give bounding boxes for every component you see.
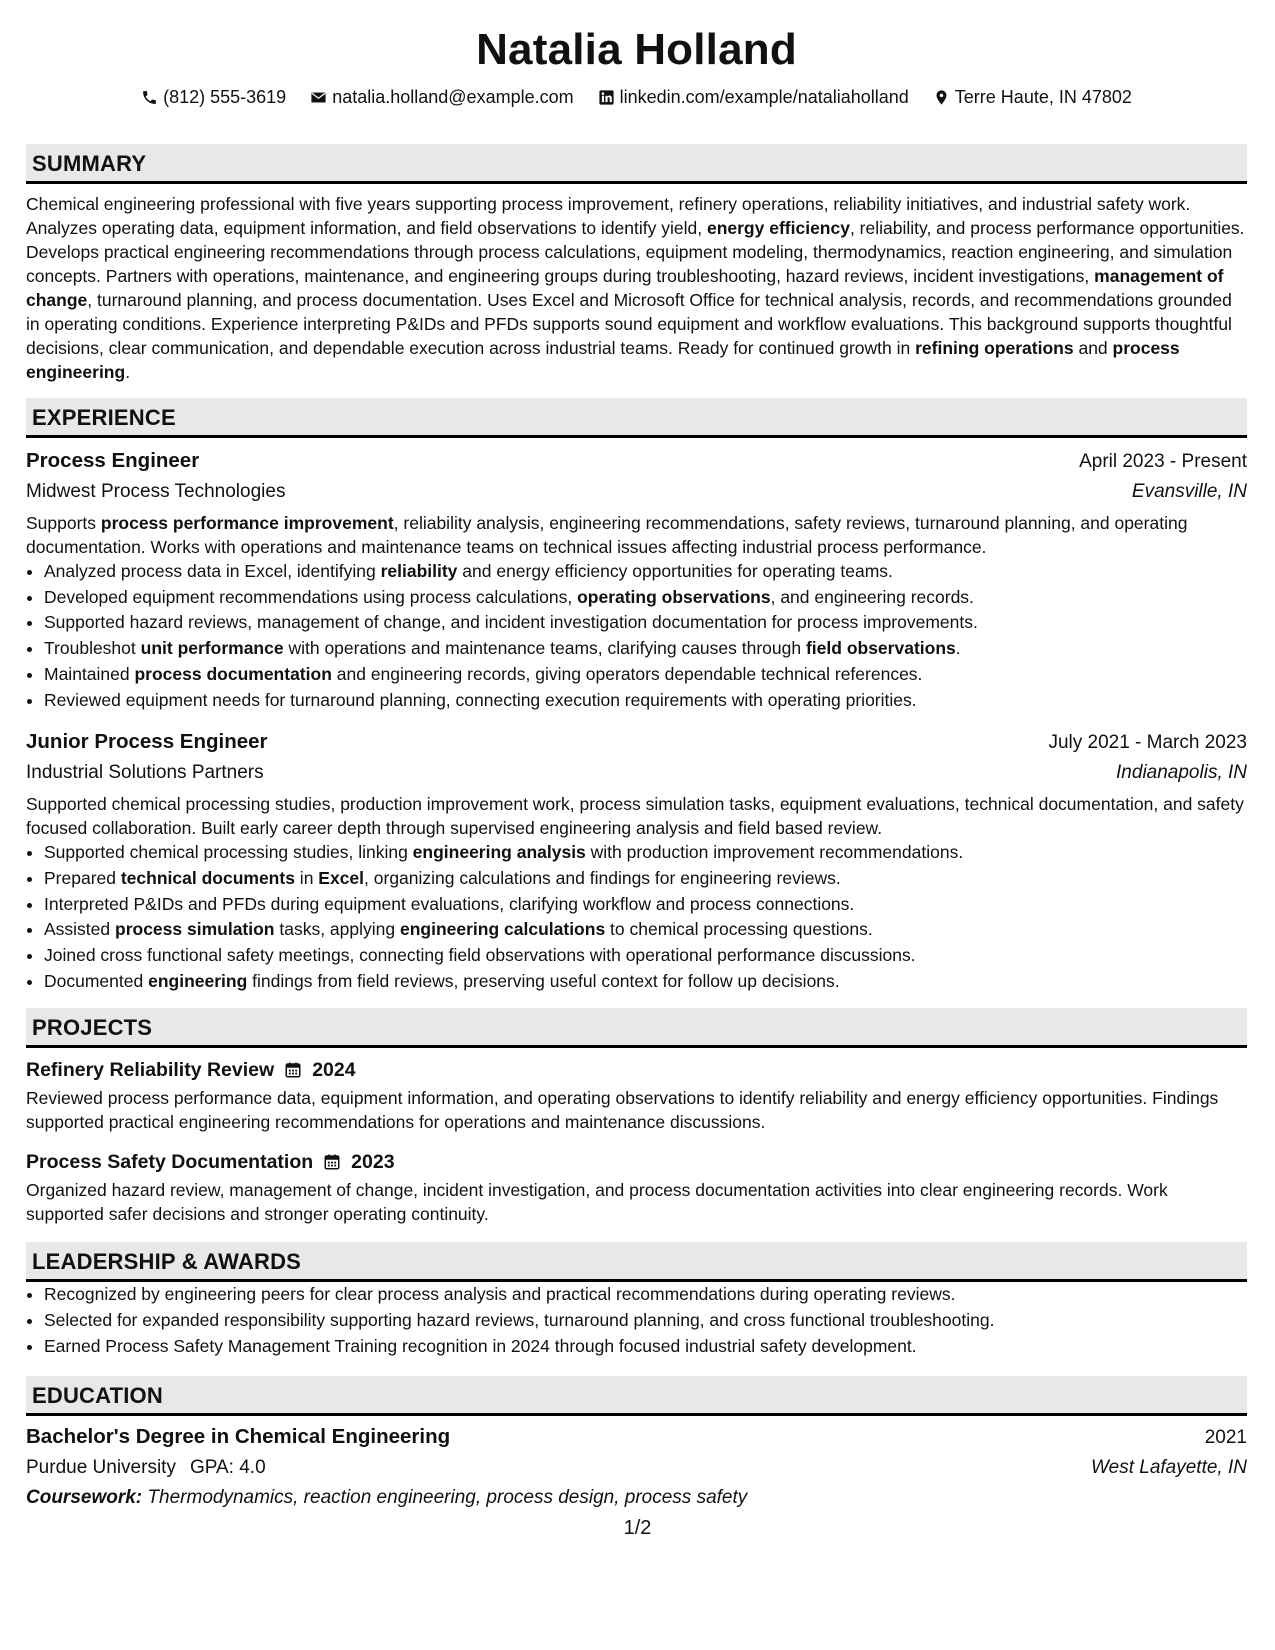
text-run: Documented: [44, 970, 149, 991]
project-description: Organized hazard review, management of change, incident investigation, and process documentation activities into clear engineering records. Work supported safer decisions and stronger operating continuity.: [26, 1180, 1168, 1225]
list-item: [44, 559, 1247, 585]
email-text[interactable]: natalia.holland@example.com: [332, 87, 574, 107]
text-run: tasks, applying: [274, 919, 400, 940]
list-item: [44, 662, 1247, 688]
list-item: [44, 943, 1247, 969]
coursework-label: Coursework:: [26, 1486, 143, 1508]
text-run: and engineering records, giving operators dependable technical references.: [331, 663, 923, 684]
company-name: Midwest Process Technologies: [26, 481, 286, 502]
location-text: Terre Haute, IN 47802: [954, 87, 1132, 107]
job-bullets: [26, 559, 1247, 713]
company-name: Industrial Solutions Partners: [26, 762, 264, 784]
education-entry: [26, 1422, 1247, 1513]
project-name: Refinery Reliability Review: [26, 1059, 275, 1082]
text-run: to chemical processing questions.: [605, 919, 873, 940]
text-run: , and engineering records.: [770, 586, 974, 607]
gpa: GPA: 4.0: [189, 1456, 266, 1478]
text-run: Supported chemical processing studies, production improvement work, process simulation tasks, equipment evaluations, technical documentation, and safety focused collaboration. Built early career depth through supervised engineering analysis and field based review.: [26, 794, 1244, 839]
project-name: Process Safety Documentation: [26, 1151, 314, 1174]
text-run: , turnaround planning, and process documentation. Uses Excel and Microsoft Office for technical analysis, records, and recommendations grounded in operating conditions. Experience interpreting P&IDs and PFDs supports sound equipment and workflow evaluations. This background supports thoughtful decisions, clear communication, and dependable execution across industrial teams. Ready for continued growth in: [26, 290, 1232, 358]
calendar-icon: [284, 1061, 302, 1079]
contact-bar: [26, 86, 1247, 108]
text-run: Developed equipment recommendations using process calculations,: [44, 586, 578, 607]
text-run: Supports: [26, 513, 101, 533]
text-run: with production improvement recommendations.: [585, 842, 964, 863]
text-run: , reliability, and process performance opportunities. Develops practical engineering recommendations through process calculations, equipment modeling, thermodynamics, reaction engineering, and simulation concepts. Partners with operations, maintenance, and engineering groups during troubleshooting, hazard reviews, incident investigations,: [26, 218, 1245, 286]
text-run: Joined cross functional safety meetings, connecting field observations with operational performance discussions.: [44, 945, 916, 966]
phone-icon: [141, 89, 158, 106]
emphasis-text: management of change: [26, 266, 1224, 310]
text-run: Reviewed equipment needs for turnaround planning, connecting execution requirements with operating priorities.: [44, 689, 917, 710]
text-run: , reliability analysis, engineering recommendations, safety reviews, turnaround planning, and operating documentation. Works with operations and maintenance teams on technical issues affecting industrial process performance.: [26, 513, 1188, 557]
emphasis-text: process documentation: [134, 663, 332, 684]
job-title: Junior Process Engineer: [26, 730, 268, 754]
calendar-icon: [323, 1153, 341, 1171]
section-title-education: EDUCATION: [26, 1376, 1247, 1416]
emphasis-text: engineering: [148, 970, 248, 991]
text-run: .: [125, 362, 131, 382]
job-location: Indianapolis, IN: [1116, 762, 1247, 784]
list-item: [44, 969, 1247, 995]
linkedin-icon: [598, 89, 615, 106]
contact-email[interactable]: [310, 86, 573, 108]
text-run: Prepared: [44, 867, 121, 888]
emphasis-text: process simulation: [115, 919, 275, 940]
contact-location: [933, 86, 1132, 108]
list-item: [44, 636, 1247, 662]
list-item: [44, 892, 1247, 918]
map-pin-icon: [933, 89, 950, 106]
page-number: 1/2: [623, 1517, 652, 1539]
emphasis-text: Excel: [318, 867, 365, 888]
leadership-bullets: [26, 1282, 1247, 1359]
text-run: in: [294, 867, 319, 888]
list-item: • Recognized by engineering peers for clear process analysis and practical recommendations during operating reviews.: [44, 1282, 1247, 1308]
emphasis-text: process performance improvement: [100, 513, 394, 533]
text-run: Chemical engineering professional with five years supporting process improvement, refinery operations, reliability initiatives, and industrial safety work. Analyzes operating data, equipment information, and field observations to identify yield,: [26, 194, 1191, 238]
list-item: [44, 610, 1247, 636]
school-location: West Lafayette, IN: [1091, 1456, 1247, 1478]
job-dates: April 2023 - Present: [1079, 451, 1247, 472]
linkedin-text[interactable]: linkedin.com/example/nataliaholland: [619, 87, 909, 107]
summary-section: [26, 144, 1247, 384]
text-run: and energy efficiency opportunities for operating teams.: [457, 561, 893, 581]
list-item: • Earned Process Safety Management Training recognition in 2024 through focused industrial safety development.: [44, 1334, 1247, 1360]
project-entry: [26, 1056, 1247, 1134]
graduation-year: 2021: [1204, 1426, 1247, 1448]
candidate-name: Natalia Holland: [476, 25, 797, 74]
list-item: • Selected for expanded responsibility supporting hazard reviews, turnaround planning, and cross functional troubleshooting.: [44, 1308, 1247, 1334]
section-title-summary: SUMMARY: [26, 144, 1247, 184]
phone-text: (812) 555-3619: [163, 87, 287, 107]
emphasis-text: unit performance: [140, 638, 284, 659]
text-run: Interpreted P&IDs and PFDs during equipment evaluations, clarifying workflow and process connections.: [44, 893, 855, 914]
text-run: findings from field reviews, preserving useful context for follow up decisions.: [247, 970, 840, 991]
section-title-leadership: LEADERSHIP & AWARDS: [26, 1242, 1247, 1282]
job-location: Evansville, IN: [1131, 481, 1247, 502]
coursework: [26, 1483, 1247, 1513]
text-run: with operations and maintenance teams, clarifying causes through: [283, 638, 806, 659]
summary-text: [26, 192, 1247, 384]
text-run: .: [955, 638, 961, 659]
list-item: [44, 840, 1247, 866]
emphasis-text: refining operations: [915, 338, 1074, 358]
education-section: [26, 1376, 1247, 1513]
text-run: and: [1073, 338, 1113, 358]
leadership-section: [26, 1242, 1247, 1359]
job-bullets: [26, 840, 1247, 994]
project-year: 2024: [312, 1059, 356, 1082]
coursework-list: Thermodynamics, reaction engineering, process design, process safety: [142, 1486, 748, 1508]
project-entry: [26, 1148, 1247, 1226]
school-info: [26, 1453, 266, 1483]
list-item: [44, 585, 1247, 611]
emphasis-text: process engineering: [26, 338, 1180, 382]
text-run: , organizing calculations and findings for engineering reviews.: [364, 867, 841, 888]
emphasis-text: engineering analysis: [412, 842, 586, 863]
envelope-icon: [310, 89, 327, 106]
project-year: 2023: [351, 1151, 395, 1174]
job-dates: July 2021 - March 2023: [1048, 732, 1247, 754]
section-title-experience: EXPERIENCE: [26, 398, 1247, 438]
section-title-projects: PROJECTS: [26, 1008, 1247, 1048]
emphasis-text: reliability: [380, 561, 458, 581]
projects-section: [26, 1008, 1247, 1226]
experience-section: [26, 398, 1247, 994]
emphasis-text: field observations: [805, 638, 956, 659]
job-title: Process Engineer: [26, 449, 200, 472]
text-run: Supported chemical processing studies, linking: [44, 842, 413, 863]
contact-phone: [141, 86, 286, 108]
text-run: Analyzed process data in Excel, identifying: [44, 561, 381, 581]
emphasis-text: operating observations: [577, 586, 771, 607]
contact-linkedin[interactable]: [598, 86, 909, 108]
emphasis-text: technical documents: [120, 867, 295, 888]
list-item: [44, 917, 1247, 943]
list-item: [44, 866, 1247, 892]
text-run: Supported hazard reviews, management of change, and incident investigation documentation for process improvements.: [44, 612, 978, 633]
school-name: Purdue University: [26, 1456, 176, 1478]
emphasis-text: engineering calculations: [399, 919, 606, 940]
text-run: Assisted: [44, 919, 115, 940]
job-entry: [26, 727, 1247, 994]
text-run: Troubleshot: [44, 638, 141, 659]
job-entry: [26, 446, 1247, 713]
list-item: [44, 688, 1247, 714]
degree-name: Bachelor's Degree in Chemical Engineering: [26, 1424, 451, 1448]
project-description: Reviewed process performance data, equipment information, and operating observations to identify reliability and energy efficiency opportunities. Findings supported practical engineering recommendations for operations and maintenance discussions.: [26, 1088, 1219, 1133]
text-run: Maintained: [44, 663, 135, 684]
job-description: [26, 792, 1247, 840]
job-description: [26, 511, 1247, 559]
emphasis-text: energy efficiency: [706, 218, 850, 238]
